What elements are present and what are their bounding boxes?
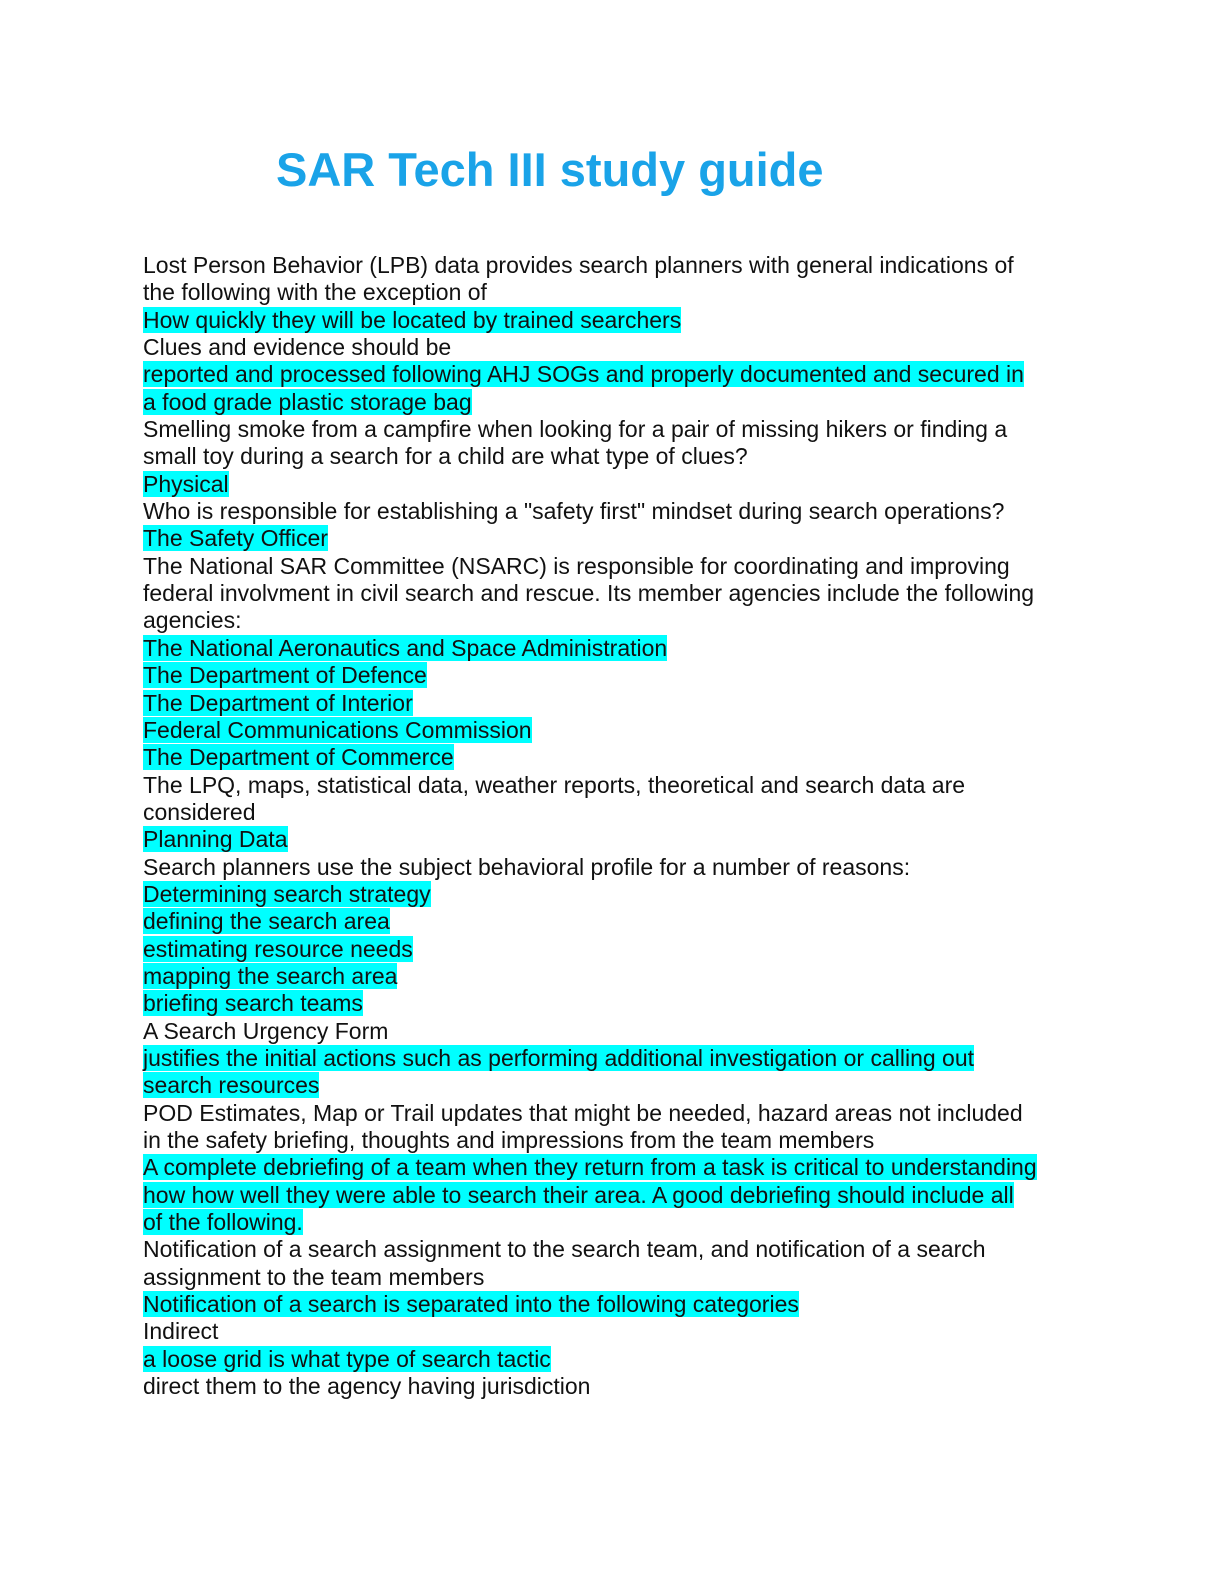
- highlighted-answer-line: [143, 471, 1083, 498]
- highlighted-answer-line: [143, 990, 1083, 1017]
- text-line: [143, 799, 1083, 826]
- text-line: [143, 1100, 1083, 1127]
- text-line: [143, 498, 1083, 525]
- highlighted-answer-line: [143, 1346, 1083, 1373]
- line-text: Smelling smoke from a campfire when looking for a pair of missing hikers or finding a: [143, 416, 1008, 443]
- line-text: a food grade plastic storage bag: [143, 388, 472, 415]
- line-text: The LPQ, maps, statistical data, weather reports, theoretical and search data are: [143, 771, 966, 798]
- text-line: [143, 1264, 1083, 1291]
- text-line: [143, 1127, 1083, 1154]
- text-line: [143, 1318, 1083, 1345]
- text-line: [143, 1236, 1083, 1263]
- line-text: federal involvment in civil search and rescue. Its member agencies include the following: [143, 580, 1035, 607]
- text-line: [143, 416, 1083, 443]
- line-text: small toy during a search for a child are what type of clues?: [143, 443, 748, 470]
- highlighted-answer-line: [143, 361, 1083, 388]
- line-text: Clues and evidence should be: [143, 334, 452, 361]
- document-title: SAR Tech III study guide: [276, 143, 824, 196]
- text-line: [143, 607, 1083, 634]
- highlighted-answer-line: [143, 1182, 1083, 1209]
- line-text: of the following.: [143, 1209, 303, 1236]
- line-text: How quickly they will be located by trained searchers: [143, 306, 682, 333]
- highlighted-answer-line: [143, 1045, 1083, 1072]
- line-text: A complete debriefing of a team when they return from a task is critical to understanding: [143, 1154, 1037, 1181]
- line-text: Federal Communications Commission: [143, 716, 532, 743]
- line-text: considered: [143, 798, 256, 825]
- highlighted-answer-line: [143, 1072, 1083, 1099]
- highlighted-answer-line: [143, 690, 1083, 717]
- line-text: Lost Person Behavior (LPB) data provides search planners with general indications of: [143, 252, 1014, 278]
- highlighted-answer-line: [143, 1209, 1083, 1236]
- highlighted-answer-line: [143, 1154, 1083, 1181]
- line-text: defining the search area: [143, 908, 390, 935]
- highlighted-answer-line: [143, 936, 1083, 963]
- document-body: [143, 252, 1083, 1400]
- line-text: how how well they were able to search their area. A good debriefing should include all: [143, 1181, 1014, 1208]
- line-text: a loose grid is what type of search tactic: [143, 1345, 551, 1372]
- highlighted-answer-line: [143, 908, 1083, 935]
- text-line: [143, 772, 1083, 799]
- line-text: The Department of Defence: [143, 662, 427, 689]
- line-text: The Department of Commerce: [143, 744, 454, 771]
- highlighted-answer-line: [143, 717, 1083, 744]
- line-text: justifies the initial actions such as performing additional investigation or calling out: [143, 1044, 975, 1071]
- line-text: Determining search strategy: [143, 880, 431, 907]
- line-text: estimating resource needs: [143, 935, 413, 962]
- highlighted-answer-line: [143, 826, 1083, 853]
- highlighted-answer-line: [143, 744, 1083, 771]
- highlighted-answer-line: [143, 963, 1083, 990]
- line-text: the following with the exception of: [143, 279, 487, 306]
- line-text: The Department of Interior: [143, 689, 413, 716]
- line-text: Notification of a search assignment to the search team, and notification of a search: [143, 1236, 986, 1263]
- text-line: [143, 279, 1083, 306]
- highlighted-answer-line: [143, 1291, 1083, 1318]
- text-line: [143, 854, 1083, 881]
- line-text: The Safety Officer: [143, 525, 328, 552]
- highlighted-answer-line: [143, 307, 1083, 334]
- text-line: [143, 1373, 1083, 1400]
- text-line: [143, 334, 1083, 361]
- text-line: [143, 1018, 1083, 1045]
- line-text: reported and processed following AHJ SOGs and properly documented and secured in: [143, 361, 1024, 388]
- line-text: Search planners use the subject behavioral profile for a number of reasons:: [143, 853, 911, 880]
- line-text: agencies:: [143, 607, 242, 634]
- highlighted-answer-line: [143, 525, 1083, 552]
- line-text: Physical: [143, 470, 229, 497]
- line-text: Who is responsible for establishing a "safety first" mindset during search operations?: [143, 498, 1005, 525]
- line-text: Indirect: [143, 1318, 219, 1345]
- highlighted-answer-line: [143, 389, 1083, 416]
- line-text: direct them to the agency having jurisdiction: [143, 1373, 591, 1400]
- highlighted-answer-line: [143, 881, 1083, 908]
- text-line: [143, 553, 1083, 580]
- line-text: assignment to the team members: [143, 1263, 485, 1290]
- text-line: [143, 580, 1083, 607]
- line-text: briefing search teams: [143, 990, 363, 1017]
- line-text: in the safety briefing, thoughts and impressions from the team members: [143, 1127, 875, 1153]
- line-text: Planning Data: [143, 826, 288, 853]
- highlighted-answer-line: [143, 635, 1083, 662]
- line-text: The National SAR Committee (NSARC) is responsible for coordinating and improving: [143, 552, 1010, 579]
- text-line: [143, 252, 1083, 279]
- line-text: mapping the search area: [143, 962, 398, 989]
- highlighted-answer-line: [143, 662, 1083, 689]
- line-text: POD Estimates, Map or Trail updates that might be needed, hazard areas not included: [143, 1099, 1023, 1126]
- line-text: search resources: [143, 1072, 320, 1099]
- line-text: A Search Urgency Form: [143, 1017, 389, 1044]
- line-text: The National Aeronautics and Space Administration: [143, 634, 668, 661]
- line-text: Notification of a search is separated into the following categories: [143, 1291, 799, 1318]
- text-line: [143, 443, 1083, 470]
